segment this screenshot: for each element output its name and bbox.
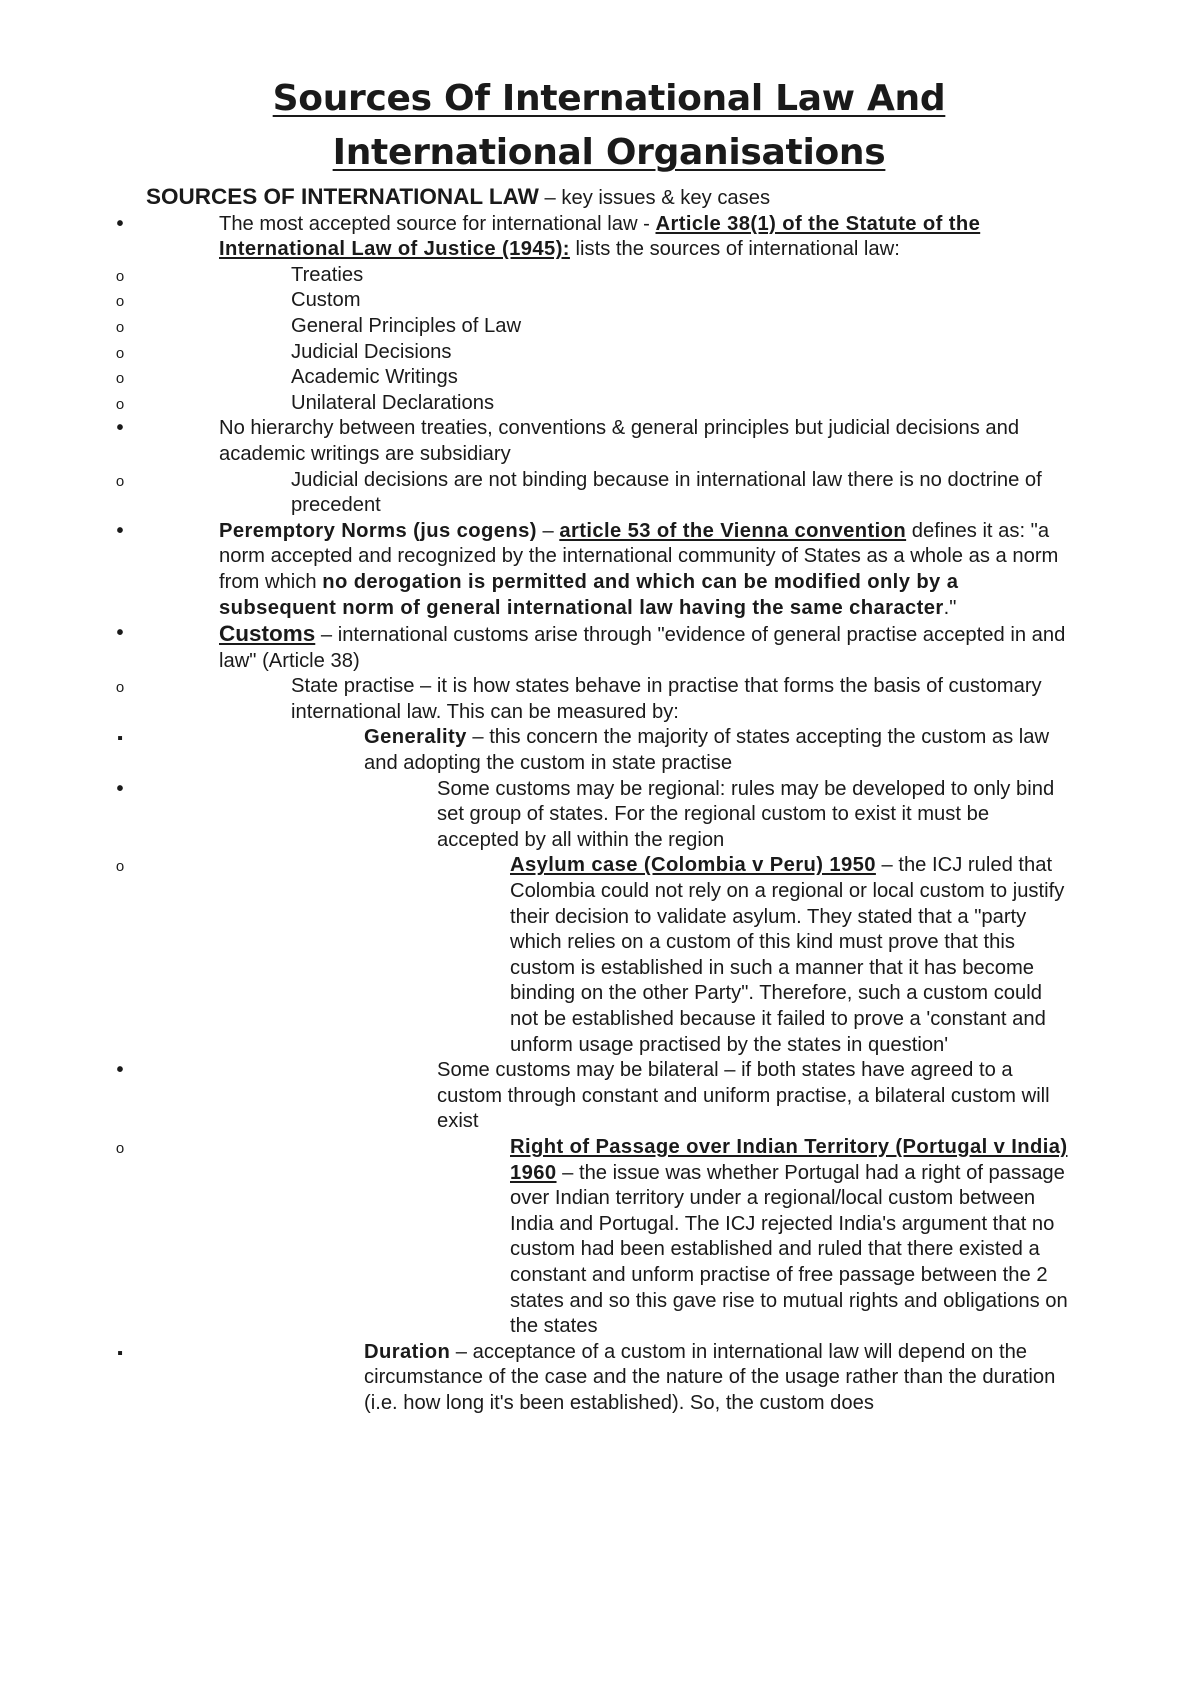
sub-item-text: State practise – it is how states behave in practise that forms the basis of customary international law. This can be measured by: — [291, 675, 1042, 723]
bullet-text: – international customs arise through "evidence of general practise accepted in and law" (Article 38) — [219, 624, 1066, 672]
list-item — [146, 621, 1072, 674]
section-heading-label: SOURCES OF INTERNATIONAL LAW — [146, 184, 539, 209]
bullet-text: lists the sources of international law: — [569, 238, 900, 261]
square-bullet-icon — [110, 1340, 130, 1367]
circle-bullet-icon — [110, 340, 130, 367]
sub-item-text: – this concern the majority of states accepting the custom as law and adopting the custom in state practise — [364, 726, 1050, 775]
list-item — [146, 1340, 1072, 1417]
square-bullet-icon — [110, 725, 130, 752]
list-item — [146, 674, 1072, 725]
section-heading — [146, 184, 1072, 212]
circle-bullet-icon — [110, 468, 130, 495]
bullet-icon — [110, 212, 130, 238]
article-38-reference: Article 38(1) of the Statute of the International Law of Justice (1945): — [219, 212, 981, 261]
sub-item-text: Some customs may be bilateral – if both states have agreed to a custom through constant and uniform practise, a bilateral custom will exist — [437, 1059, 1050, 1133]
main-bullet-list — [146, 212, 1072, 1417]
source-item: General Principles of Law — [291, 314, 522, 337]
case-text: – the issue was whether Portugal had a right of passage over Indian territory under a regional/local custom between India and Portugal. The ICJ rejected India's argument that no custom had been established and ruled that there existed a constant and unform practise of free passage between the 2 states and so this gave rise to mutual rights and obligations on the states — [510, 1161, 1068, 1338]
list-item — [146, 777, 1072, 854]
source-item: Custom — [291, 289, 361, 312]
source-item: Unilateral Declarations — [291, 391, 495, 414]
source-item: Judicial Decisions — [291, 340, 452, 363]
circle-bullet-icon — [110, 391, 130, 418]
dash: – — [536, 519, 560, 542]
duration-term: Duration — [364, 1340, 451, 1363]
circle-bullet-icon — [110, 1135, 130, 1162]
passage-case-title: Right of Passage over Indian Territory (Portugal v India) 1960 — [510, 1135, 1068, 1184]
circle-bullet-icon — [110, 288, 130, 315]
list-item — [146, 288, 1072, 314]
sub-item-text: – acceptance of a custom in international law will depend on the circumstance of the case and the nature of the usage rather than the duration (i.e. how long it's been established). So, the custom does — [364, 1340, 1056, 1414]
bullet-icon — [110, 777, 130, 803]
generality-term: Generality — [364, 726, 467, 749]
list-item — [146, 365, 1072, 391]
circle-bullet-icon — [110, 263, 130, 290]
customs-term: Customs — [219, 621, 316, 647]
list-item — [146, 725, 1072, 776]
bullet-icon — [110, 1058, 130, 1084]
list-item — [146, 416, 1072, 467]
list-item — [146, 853, 1072, 1058]
sub-item-text: Some customs may be regional: rules may be developed to only bind set group of states. For the regional custom to exist it must be accepted by all within the region — [437, 777, 1055, 851]
bullet-icon — [110, 519, 130, 545]
bullet-text: No hierarchy between treaties, conventions & general principles but judicial decisions and academic writings are subsidiary — [219, 417, 1020, 465]
list-item — [146, 468, 1072, 519]
bullet-text: defines it as: "a norm accepted and recognized by the international community of States as a whole as a norm from which — [219, 519, 1059, 593]
list-item — [146, 340, 1072, 366]
bullet-text: The most accepted source for international law - — [219, 212, 656, 235]
list-item — [146, 314, 1072, 340]
bullet-icon — [110, 621, 130, 647]
section-subtitle: – key issues & key cases — [538, 187, 771, 209]
asylum-case-title: Asylum case (Colombia v Peru) 1950 — [510, 854, 876, 877]
list-item — [146, 1058, 1072, 1135]
bullet-icon — [110, 416, 130, 442]
list-item — [146, 1135, 1072, 1340]
source-item: Treaties — [291, 263, 364, 286]
sub-item-text: Judicial decisions are not binding because in international law there is no doctrine of precedent — [291, 468, 1042, 517]
circle-bullet-icon — [110, 853, 130, 880]
bold-definition: no derogation is permitted and which can be modified only by a subsequent norm of general international law having the same character — [219, 570, 959, 619]
jus-cogens-term: Peremptory Norms (jus cogens) — [219, 519, 537, 542]
document-title: Sources Of International Law And International Organisations — [272, 78, 946, 173]
list-item — [146, 263, 1072, 289]
circle-bullet-icon — [110, 365, 130, 392]
list-item — [146, 212, 1072, 263]
case-text: – the ICJ ruled that Colombia could not rely on a regional or local custom to justify their decision to validate asylum. They stated that a "party which relies on a custom of this kind must prove that this custom is established in such a manner that it has become binding on the other Party". Therefore, such a custom could not be established because it failed to prove a 'constant and unform usage practised by the states in question' — [510, 854, 1065, 1056]
list-item — [146, 519, 1072, 621]
list-item — [146, 391, 1072, 417]
bullet-text: ." — [943, 596, 957, 619]
source-item: Academic Writings — [291, 366, 458, 389]
vienna-convention-reference: article 53 of the Vienna convention — [559, 519, 907, 542]
circle-bullet-icon — [110, 674, 130, 701]
circle-bullet-icon — [110, 314, 130, 341]
